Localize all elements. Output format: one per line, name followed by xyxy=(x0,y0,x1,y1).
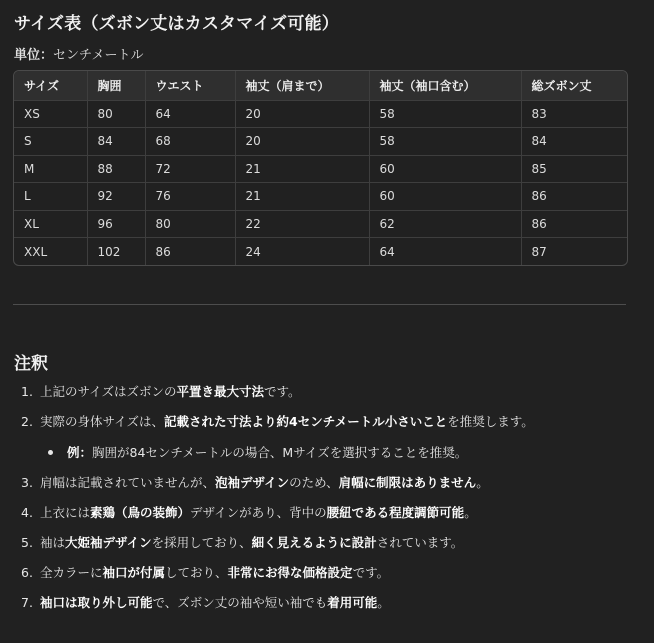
note-emphasis: 肩幅に制限はありません xyxy=(338,475,477,490)
table-cell: 20 xyxy=(235,128,369,156)
note-text: デザインがあり、背中の xyxy=(190,505,327,520)
table-row xyxy=(14,238,627,266)
note-text: で、ズボン丈の袖や短い袖でも xyxy=(152,595,328,610)
note-text: 上記のサイズはズボンの xyxy=(40,384,177,399)
table-cell: 21 xyxy=(235,155,369,183)
table-cell: 72 xyxy=(145,155,235,183)
table-cell: XXL xyxy=(14,238,87,266)
header-size: サイズ xyxy=(14,71,87,100)
note-text: です。 xyxy=(264,384,301,399)
table-cell: 88 xyxy=(87,155,145,183)
note-emphasis: 記載された寸法より約4センチメートル小さいこと xyxy=(164,414,448,429)
unit-value: センチメートル xyxy=(53,48,144,63)
table-cell: 83 xyxy=(521,100,627,128)
table-cell: 58 xyxy=(369,128,521,156)
note-text: しており、 xyxy=(165,565,228,580)
header-chest: 胸囲 xyxy=(87,71,145,100)
note-item xyxy=(21,473,489,491)
note-emphasis: 袖口は取り外し可能 xyxy=(40,595,153,610)
table-cell: 60 xyxy=(369,155,521,183)
note-text: 実際の身体サイズは、 xyxy=(40,414,165,429)
header-sleeve-cuff: 袖丈（袖口含む） xyxy=(369,71,521,100)
note-number: 4. xyxy=(21,505,33,520)
note-emphasis: 大姫袖デザイン xyxy=(65,535,152,550)
note-emphasis: 例： xyxy=(67,445,93,460)
table-row xyxy=(14,128,627,156)
note-text: を採用しており、 xyxy=(151,535,252,550)
note-text: 全カラーに xyxy=(40,565,103,580)
table-row xyxy=(14,155,627,183)
note-number: 1. xyxy=(21,384,33,399)
table-row xyxy=(14,100,627,128)
table-cell: 80 xyxy=(145,210,235,238)
bullet-icon xyxy=(48,450,53,455)
table-row xyxy=(14,183,627,211)
note-number: 6. xyxy=(21,565,33,580)
table-cell: S xyxy=(14,128,87,156)
notes-heading: 注釈 xyxy=(14,354,48,374)
note-text: 。 xyxy=(377,595,390,610)
table-cell: 85 xyxy=(521,155,627,183)
note-text: のため、 xyxy=(289,475,339,490)
table-cell: 58 xyxy=(369,100,521,128)
table-cell: 68 xyxy=(145,128,235,156)
divider xyxy=(13,304,626,305)
table-cell: 92 xyxy=(87,183,145,211)
table-cell: 21 xyxy=(235,183,369,211)
note-emphasis: 細く見えるように設計 xyxy=(251,535,377,550)
table-cell: 62 xyxy=(369,210,521,238)
note-emphasis: 素鶏（鳥の装飾） xyxy=(90,505,191,520)
note-number: 7. xyxy=(21,595,33,610)
note-text: 。 xyxy=(464,505,477,520)
note-number: 3. xyxy=(21,475,33,490)
table-cell: 84 xyxy=(521,128,627,156)
table-cell: 96 xyxy=(87,210,145,238)
note-item xyxy=(21,563,389,581)
note-text: 。 xyxy=(476,475,489,490)
note-item xyxy=(21,412,534,430)
table-cell: XL xyxy=(14,210,87,238)
table-cell: 87 xyxy=(531,244,547,259)
unit-line xyxy=(14,44,144,63)
header-waist: ウエスト xyxy=(145,71,235,100)
table-cell: 64 xyxy=(369,238,521,266)
note-item xyxy=(21,503,477,521)
table-header-row xyxy=(14,71,627,100)
note-emphasis: 袖口が付属 xyxy=(102,565,166,580)
note-text: されています。 xyxy=(376,535,464,550)
unit-label: 単位： xyxy=(14,48,54,63)
note-text: 袖は xyxy=(40,535,66,550)
header-sleeve-shoulder: 袖丈（肩まで） xyxy=(235,71,369,100)
note-emphasis: 腰紐である程度調節可能 xyxy=(326,505,465,520)
header-pants-length: 総ズボン丈 xyxy=(521,71,627,100)
table-cell: 64 xyxy=(145,100,235,128)
table-cell: 76 xyxy=(145,183,235,211)
note-item xyxy=(21,533,463,551)
table-cell: M xyxy=(14,155,87,183)
table-row xyxy=(14,210,627,238)
note-emphasis: 泡袖デザイン xyxy=(215,475,290,490)
table-cell: L xyxy=(14,183,87,211)
table-cell: 86 xyxy=(145,238,235,266)
table-cell: 102 xyxy=(87,238,145,266)
note-number: 2. xyxy=(21,414,33,429)
table-cell: 86 xyxy=(521,210,627,238)
note-emphasis: 平置き最大寸法 xyxy=(176,384,265,399)
table-cell: 80 xyxy=(87,100,145,128)
note-number: 5. xyxy=(21,535,33,550)
table-cell: 20 xyxy=(235,100,369,128)
table-cell: 22 xyxy=(235,210,369,238)
note-text: です。 xyxy=(352,565,390,580)
table-cell: 60 xyxy=(369,183,521,211)
note-text: 肩幅は記載されていませんが、 xyxy=(40,475,216,490)
table-cell: 24 xyxy=(235,238,369,266)
note-text: 胸囲が84センチメートルの場合、Mサイズを選択することを推奨。 xyxy=(92,445,468,460)
note-emphasis: 着用可能 xyxy=(327,595,378,610)
note-text: を推奨します。 xyxy=(447,414,534,429)
size-table xyxy=(13,70,628,266)
note-item xyxy=(21,593,390,611)
table-cell: 84 xyxy=(87,128,145,156)
table-cell: XS xyxy=(14,100,87,128)
page-title: サイズ表（ズボン丈はカスタマイズ可能） xyxy=(14,14,339,34)
note-emphasis: 非常にお得な価格設定 xyxy=(227,565,353,580)
table-cell: 86 xyxy=(521,183,627,211)
note-subitem xyxy=(48,443,467,461)
note-text: 上衣には xyxy=(40,505,91,520)
note-item xyxy=(21,382,301,400)
